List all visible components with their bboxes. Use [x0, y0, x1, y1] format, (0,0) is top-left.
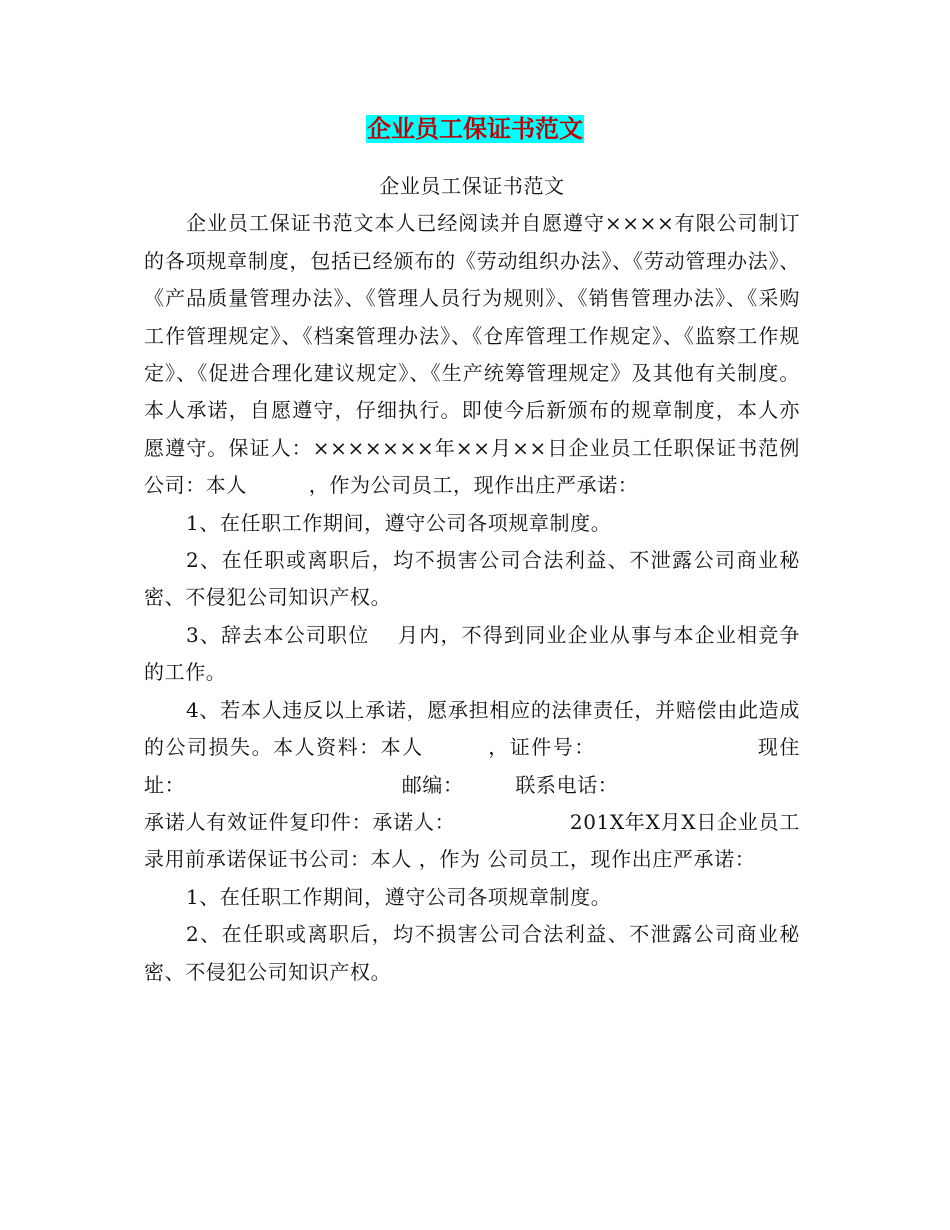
document-title-text: 企业员工保证书范文 [367, 115, 583, 143]
paragraph-intro: 企业员工保证书范文本人已经阅读并自愿遵守××××有限公司制订的各项规章制度，包括已经颁布的《劳动组织办法》、《劳动管理办法》、《产品质量管理办法》、《管理人员行为规则》、《销售管理办法》、《采购工作管理规定》、《档案管理办法》、《仓库管理工作规定》、《监察工作规定》、《促进合理化建议规定》、《生产统筹管理规定》及其他有关制度。本人承诺，自愿遵守，仔细执行。即使今后新颁布的规章制度，本人亦愿遵守。保证人：×××××××年××月××日企业员工任职保证书范例公司：本人 ，作为公司员工，现作出庄严承诺： [144, 211, 800, 498]
paragraph-item-2: 2、在任职或离职后，均不损害公司合法利益、不泄露公司商业秘密、不侵犯公司知识产权。 [144, 548, 800, 610]
document-title [0, 114, 950, 144]
paragraph-item-3: 3、辞去本公司职位 月内，不得到同业企业从事与本企业相竞争的工作。 [144, 622, 800, 685]
document-subtitle: 企业员工保证书范文 [379, 174, 565, 198]
paragraph-item-1-repeat: 1、在任职工作期间，遵守公司各项规章制度。 [186, 884, 612, 909]
paragraph-item-2-repeat: 2、在任职或离职后，均不损害公司合法利益、不泄露公司商业秘密、不侵犯公司知识产权。 [144, 922, 800, 984]
paragraph-item-1: 1、在任职工作期间，遵守公司各项规章制度。 [186, 510, 612, 535]
paragraph-item-4: 4、若本人违反以上承诺，愿承担相应的法律责任，并赔偿由此造成的公司损失。本人资料：本人 ，证件号： 现住址： 邮编： 联系电话： [144, 697, 800, 797]
document-body [144, 168, 800, 991]
paragraph-signature: 承诺人有效证件复印件：承诺人： 201X年X月X日企业员工录用前承诺保证书公司：本人 ，作为 公司员工，现作出庄严承诺： [144, 809, 800, 872]
